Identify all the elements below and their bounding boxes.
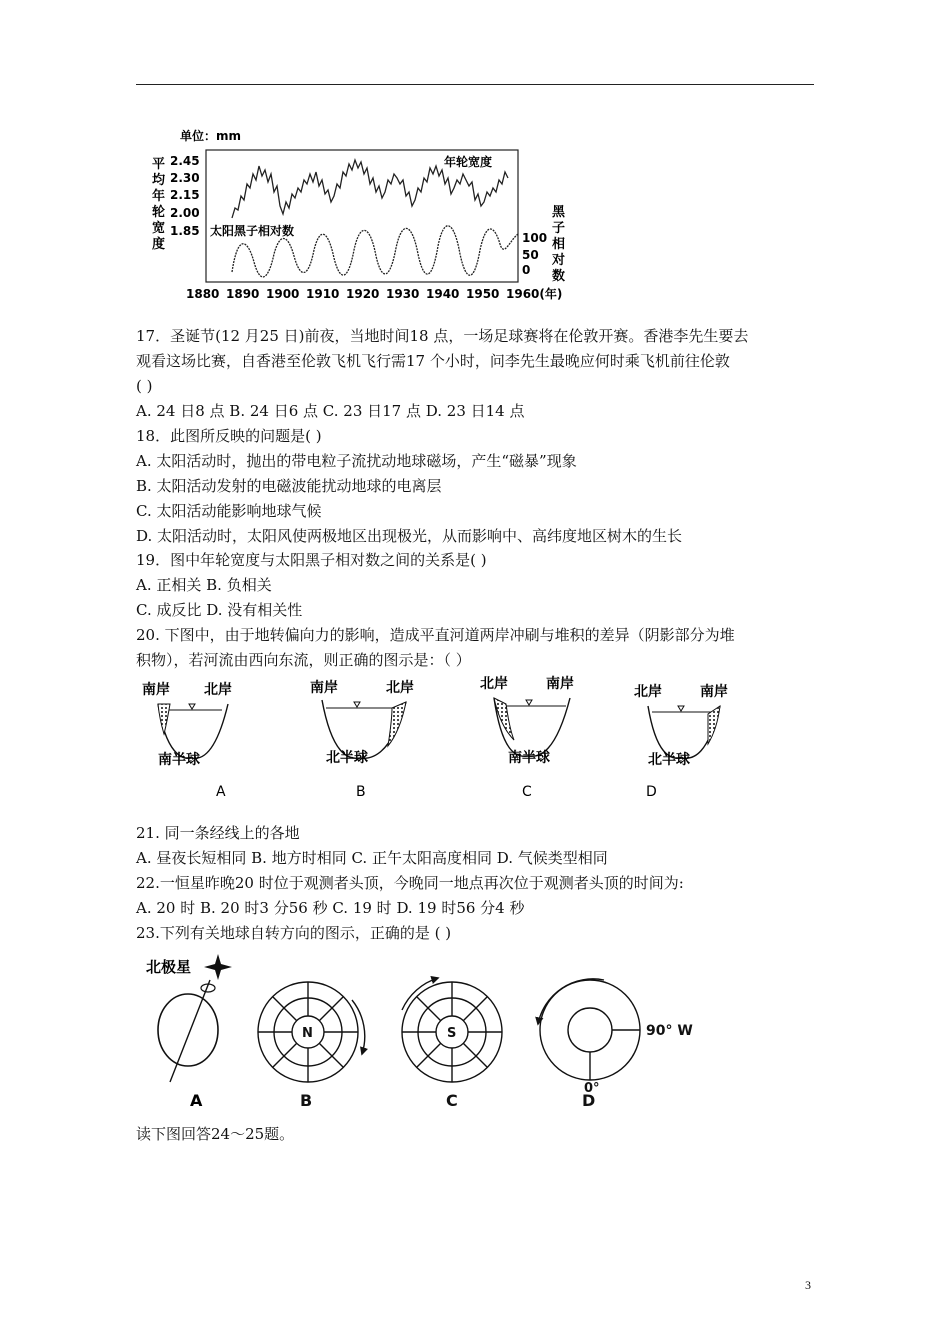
q22-options: A. 20 时 B. 20 时3 分56 秒 C. 19 时 D. 19 时56 分4 秒 <box>136 899 525 917</box>
bank-label-right: 南岸 <box>700 684 728 700</box>
river-cross-section-figures <box>136 674 756 804</box>
y-left-char: 度 <box>152 237 166 252</box>
q23-stem: 23.下列有关地球自转方向的图示，正确的是 ( ) <box>136 924 452 942</box>
option-label-c: C <box>446 1091 458 1110</box>
hemisphere-label: 北半球 <box>326 750 368 766</box>
y-left-char: 宽 <box>152 221 166 236</box>
polaris-label: 北极星 <box>146 958 192 976</box>
y-left-tick: 2.45 <box>170 154 200 168</box>
water-level-marker <box>189 704 195 709</box>
river-fig-d <box>634 683 728 800</box>
y-right-tick: 50 <box>522 248 539 262</box>
polaris-star-icon <box>204 954 232 980</box>
river-fig-c <box>480 675 574 800</box>
q19-stem: 19．图中年轮宽度与太阳黑子相对数之间的关系是( ) <box>136 551 487 569</box>
y-right-ticks <box>522 231 547 277</box>
bank-label-right: 南岸 <box>546 676 574 692</box>
hemisphere-label: 南半球 <box>158 752 200 768</box>
series-label-sunspot: 太阳黑子相对数 <box>210 224 295 238</box>
y-left-char: 均 <box>152 173 166 188</box>
q20-line1: 20. 下图中，由于地转偏向力的影响，造成平直河道两岸冲刷与堆积的差异（阴影部分为堆 <box>136 626 735 644</box>
q17-options: A. 24 日8 点 B. 24 日6 点 C. 23 日17 点 D. 23 日14 点 <box>136 402 525 420</box>
x-tick: 1880 <box>186 287 220 301</box>
q18-option-d: D. 太阳活动时，太阳风使两极地区出现极光，从而影响中、高纬度地区树木的生长 <box>136 527 683 545</box>
sediment-deposit <box>158 704 170 734</box>
pole-label-s: S <box>447 1026 457 1041</box>
y-right-tick: 100 <box>522 231 548 245</box>
x-tick: 1930 <box>386 287 420 301</box>
x-tick: 1900 <box>266 287 300 301</box>
tree-ring-sunspot-chart <box>148 122 578 304</box>
sediment-deposit <box>388 702 406 746</box>
y-left-tick: 2.30 <box>170 171 200 185</box>
option-label-b: B <box>300 1091 313 1110</box>
read-instruction: 读下图回答24～25题。 <box>136 1125 295 1143</box>
q18-option-a: A. 太阳活动时，抛出的带电粒子流扰动地球磁场，产生“磁暴”现象 <box>136 452 577 470</box>
x-tick: 1940 <box>426 287 460 301</box>
earth-rotation-figures <box>140 950 720 1110</box>
x-tick: 1910 <box>306 287 340 301</box>
x-tick: 1960(年) <box>506 287 563 301</box>
q17-line3: ( ) <box>136 377 153 395</box>
q18-stem: 18．此图所反映的问题是( ) <box>136 427 322 445</box>
water-level-marker <box>678 706 684 711</box>
y-right-tick: 0 <box>522 263 531 277</box>
y-left-tick: 2.00 <box>170 206 200 220</box>
rotation-fig-a <box>146 954 232 1110</box>
q18-option-c: C. 太阳活动能影响地球气候 <box>136 502 322 520</box>
series-label-ring-width: 年轮宽度 <box>444 155 493 169</box>
y-left-ticks <box>170 154 200 238</box>
y-right-char: 对 <box>552 253 566 268</box>
x-ticks <box>186 286 562 301</box>
x-tick: 1890 <box>226 287 260 301</box>
q18-option-b: B. 太阳活动发射的电磁波能扰动地球的电离层 <box>136 477 442 495</box>
y-right-char: 数 <box>552 269 566 284</box>
q21-options: A. 昼夜长短相同 B. 地方时相同 C. 正午太阳高度相同 D. 气候类型相同 <box>136 849 608 867</box>
option-label-a: A <box>190 1091 203 1110</box>
hemisphere-label: 南半球 <box>508 750 550 766</box>
q17-line2: 观看这场比赛，自香港至伦敦飞机飞行需17 个小时，问李先生最晚应何时乘飞机前往伦敦 <box>136 352 730 370</box>
chart-frame <box>206 150 518 282</box>
q17-line1: 17．圣诞节(12 月25 日)前夜，当地时间18 点，一场足球赛将在伦敦开赛。香港李先生要去 <box>136 327 749 345</box>
river-fig-a <box>142 681 232 800</box>
chart-unit-label: 单位：mm <box>180 129 242 143</box>
option-label-a: A <box>216 784 226 800</box>
rotation-fig-d <box>538 979 640 1080</box>
header-rule <box>136 84 814 85</box>
q19-options-cd: C. 成反比 D. 没有相关性 <box>136 601 303 619</box>
x-tick: 1920 <box>346 287 380 301</box>
bank-label-right: 北岸 <box>386 680 414 696</box>
bank-label-right: 北岸 <box>204 682 232 698</box>
earth-globe <box>158 994 218 1066</box>
pole-label-n: N <box>302 1026 313 1041</box>
inner-circle <box>568 1008 612 1052</box>
water-level-marker <box>526 700 532 705</box>
q20-line2: 积物），若河流由西向东流，则正确的图示是：（ ） <box>136 651 471 669</box>
y-right-char: 相 <box>552 237 566 252</box>
option-label-c: C <box>522 784 532 800</box>
longitude-label-90w: 90° W <box>646 1023 693 1039</box>
y-right-label <box>551 205 566 284</box>
y-left-tick: 1.85 <box>170 224 200 238</box>
option-label-b: B <box>356 784 366 800</box>
y-left-tick: 2.15 <box>170 188 200 202</box>
q21-stem: 21. 同一条经线上的各地 <box>136 824 300 842</box>
hemisphere-label: 北半球 <box>648 752 690 768</box>
y-right-char: 黑 <box>552 205 566 220</box>
bank-label-left: 北岸 <box>634 684 662 700</box>
river-fig-b <box>310 679 414 800</box>
bank-label-left: 北岸 <box>480 676 508 692</box>
x-tick: 1950 <box>466 287 500 301</box>
bank-label-left: 南岸 <box>142 682 170 698</box>
y-left-char: 平 <box>152 157 166 172</box>
y-left-label <box>152 156 166 252</box>
bank-label-left: 南岸 <box>310 680 338 696</box>
q19-options-ab: A. 正相关 B. 负相关 <box>136 576 272 594</box>
y-right-char: 子 <box>552 221 566 236</box>
water-level-marker <box>354 702 360 707</box>
option-label-d: D <box>582 1091 596 1110</box>
option-label-d: D <box>646 784 657 800</box>
sediment-deposit <box>494 698 514 740</box>
q22-stem: 22.一恒星昨晚20 时位于观测者头顶，今晚同一地点再次位于观测者头顶的时间为: <box>136 874 684 892</box>
longitude-label-0: 0° <box>584 1081 600 1096</box>
y-left-char: 年 <box>152 189 166 204</box>
page-number: 3 <box>805 1278 811 1292</box>
y-left-char: 轮 <box>152 205 166 220</box>
rotation-arrow-icon <box>538 979 604 1024</box>
